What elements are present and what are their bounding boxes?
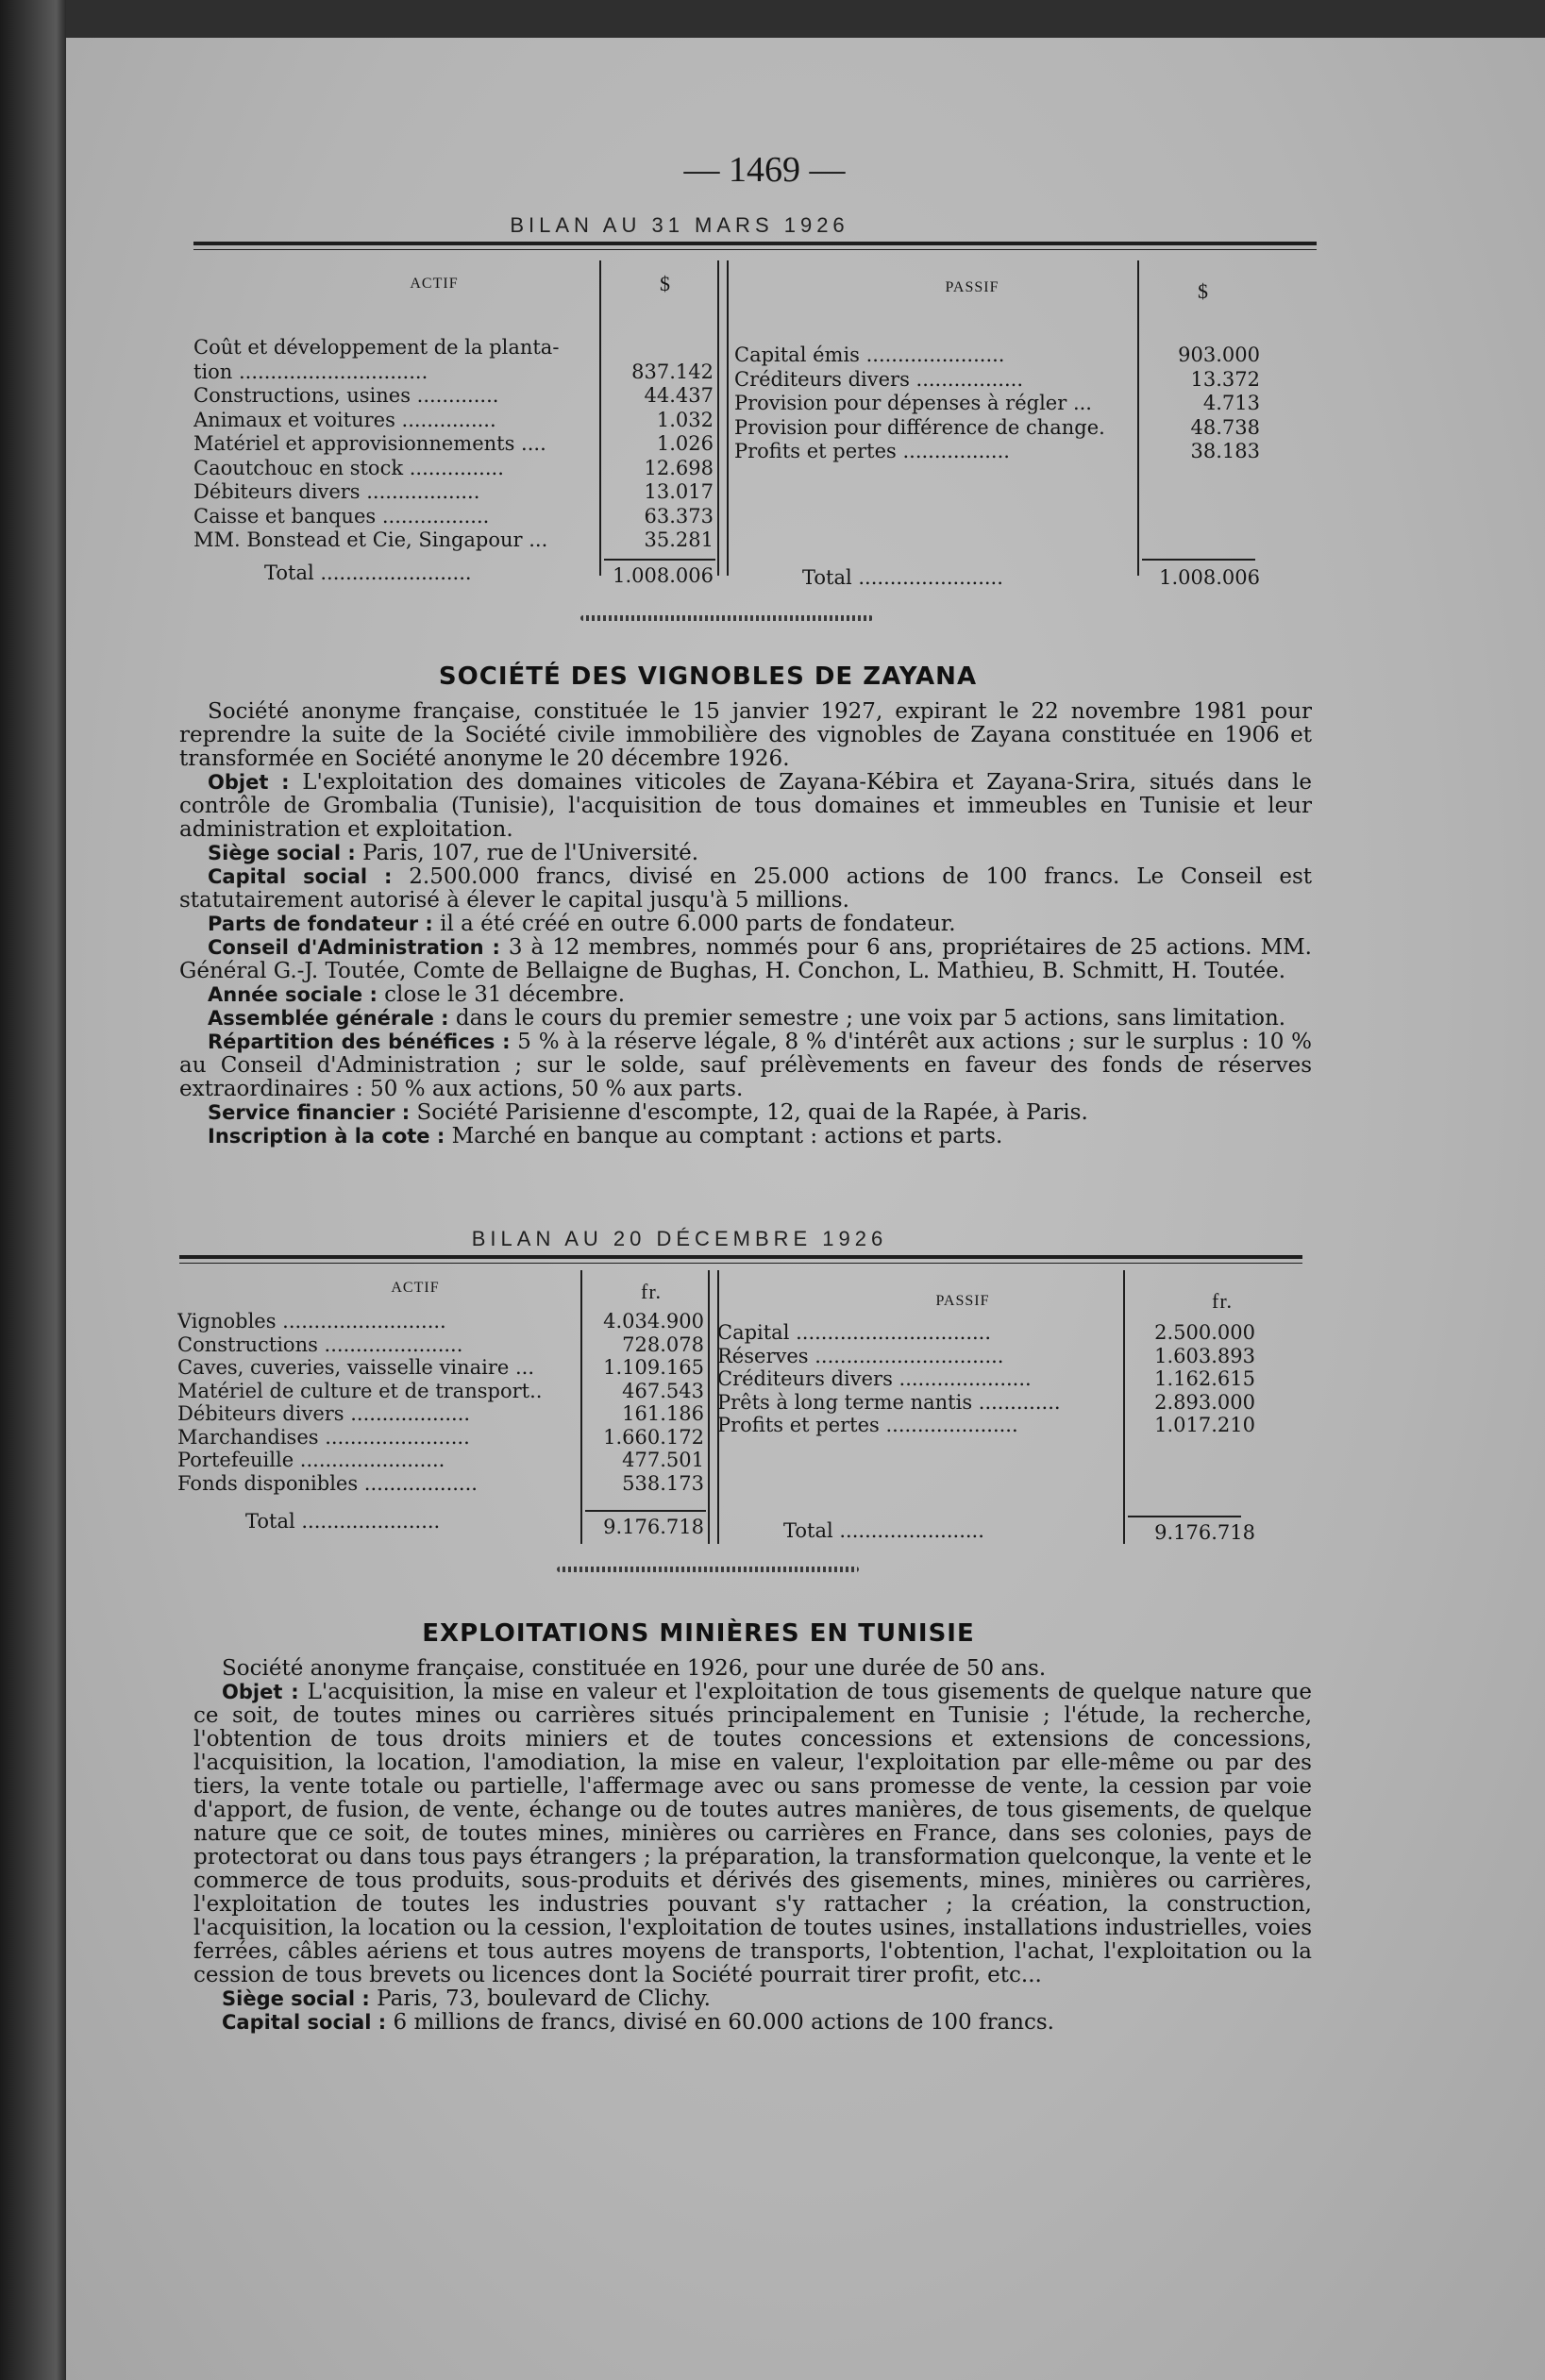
bilan-2-vline-2	[708, 1270, 710, 1544]
balance-row-label: Caoutchouc en stock ...............	[193, 456, 504, 479]
balance-row-value: 13.372	[1190, 367, 1260, 391]
balance-row-label: Portefeuille .......................	[177, 1449, 445, 1471]
balance-row-value: 2.893.000	[1154, 1390, 1255, 1414]
bilan-2-passif-unit: fr.	[1212, 1289, 1233, 1313]
zayana-body	[179, 700, 1312, 1148]
balance-row-label: Animaux et voitures ...............	[193, 408, 496, 431]
bilan-2-vline-4	[1123, 1270, 1125, 1544]
clause-paragraph	[179, 1007, 1312, 1031]
bilan-1-title: BILAN AU 31 MARS 1926	[510, 213, 849, 237]
clause-text: 3 à 12 membres, nommés pour 6 ans, propriétaires de 25 actions. MM. Général G.-J. Toutée, Comte de Bellaigne de Bughas, H. Conchon, L. Mathieu, B. Schmitt, H. Toutée.	[179, 935, 1312, 983]
bilan-1-passif-label: PASSIF	[945, 279, 999, 295]
bilan-2-passif-total-rule	[1128, 1516, 1241, 1517]
balance-row-label: Provision pour dépenses à régler ...	[734, 392, 1092, 414]
balance-row-value: 728.078	[622, 1332, 704, 1356]
clause-key: Conseil d'Administration :	[208, 936, 500, 959]
balance-row-label: Capital émis ......................	[734, 344, 1005, 366]
bilan-1-passif-total-rule	[1142, 559, 1255, 561]
clause-paragraph	[179, 913, 1312, 936]
bilan-2-title: BILAN AU 20 DÉCEMBRE 1926	[471, 1227, 888, 1250]
clause-key: Année sociale :	[208, 983, 378, 1006]
balance-row-value: 1.032	[656, 408, 714, 431]
balance-row-label: Caisse et banques .................	[193, 504, 490, 528]
balance-row-label: Caves, cuveries, vaisselle vinaire ...	[177, 1356, 535, 1379]
clause-key: Objet :	[222, 1681, 299, 1703]
clause-text: Paris, 107, rue de l'Université.	[355, 841, 699, 865]
balance-row-label: Créditeurs divers .....................	[717, 1367, 1032, 1390]
bilan-1-vline-4	[1137, 260, 1139, 576]
balance-row-value: 38.183	[1190, 440, 1260, 462]
balance-row-value: 12.698	[644, 456, 714, 479]
bilan-2-ornament	[557, 1567, 859, 1572]
bilan-1-actif-total-label: Total ........................	[264, 561, 472, 584]
balance-row-label: Réserves ..............................	[717, 1344, 1004, 1367]
clause-paragraph	[179, 1101, 1312, 1125]
bilan-1-top-rule-thin	[193, 249, 1317, 250]
clause-text: 2.500.000 francs, divisé en 25.000 actions de 100 francs. Le Conseil est statutairement autorisé à élever le capital jusqu'à 5 millions.	[179, 864, 1313, 913]
clause-paragraph	[193, 2011, 1312, 2035]
clause-paragraph	[179, 936, 1312, 983]
clause-key: Assemblée générale :	[208, 1007, 449, 1030]
clause-text: Paris, 73, boulevard de Clichy.	[369, 1986, 711, 2011]
zayana-title: SOCIÉTÉ DES VIGNOBLES DE ZAYANA	[438, 662, 978, 691]
clause-key: Siège social :	[222, 1987, 370, 2010]
balance-row-value: 161.186	[622, 1402, 704, 1425]
page	[66, 38, 1545, 2380]
balance-row-value: 4.034.900	[603, 1310, 704, 1332]
bilan-1-vline-2	[717, 260, 719, 576]
clause-text: Marché en banque au comptant : actions et parts.	[445, 1124, 1003, 1148]
balance-row-value: 903.000	[1178, 344, 1260, 366]
clause-text: 5 % à la réserve légale, 8 % d'intérêt aux actions ; sur le surplus : 10 % au Conseil d'Administration ; sur le solde, sauf prélèvements en faveur des fonds de réserves extraordinaires : 50 % aux actions, 50 % aux parts.	[179, 1030, 1312, 1101]
balance-row-value: 4.713	[1202, 392, 1260, 414]
bilan-1-actif-total: 1.008.006	[613, 564, 714, 587]
minieres-title: EXPLOITATIONS MINIÈRES EN TUNISIE	[422, 1619, 975, 1648]
clause-text: L'acquisition, la mise en valeur et l'exploitation de tous gisements de quelque nature que ce soit, de toutes mines ou carrières situés principalement en Tunisie ; l'étude, la recherche, l'obtention de tous droits miniers et de toutes concessions et extensions de concessions, l'acquisition, la location, l'amodiation, la mise en valeur, l'exploitation par elle-même ou par des tiers, la vente totale ou partielle, l'affermage avec ou sans promesse de vente, la cession par voie d'apport, de fusion, de vente, échange ou de toutes autres manières, de tous gisements, de quelque nature que ce soit, de toutes mines, minières ou carrières en France, dans ses colonies, pays de protectorat ou dans tous pays étrangers ; la préparation, la transformation quelconque, la vente et le commerce de tous produits, sous-produits et dérivés des gisements, mines, minières ou carrières, l'exploitation de toutes les industries pouvant s'y rattacher ; la création, la construction, l'acquisition, la location ou la cession, l'exploitation de toutes usines, installations industrielles, voies ferrées, câbles aériens et tous autres moyens de transports, l'obtention, l'achat, l'exploitation ou la cession de tous brevets ou licences dont la Société pourrait tirer profit, etc...	[193, 1680, 1312, 1987]
balance-row-label: Débiteurs divers ..................	[193, 480, 480, 503]
clause-key: Siège social :	[208, 842, 356, 864]
clause-key: Parts de fondateur :	[208, 913, 433, 935]
balance-row-value: 2.500.000	[1154, 1321, 1255, 1344]
balance-row-value: 44.437	[644, 384, 714, 407]
clause-key: Service financier :	[208, 1101, 411, 1124]
balance-row-value: 1.660.172	[603, 1425, 704, 1449]
clause-paragraph	[179, 771, 1312, 842]
bilan-2-actif-total: 9.176.718	[603, 1516, 704, 1538]
clause-paragraph	[193, 1987, 1312, 2011]
intro-paragraph: Société anonyme française, constituée en 1926, pour une durée de 50 ans.	[222, 1656, 1047, 1681]
clause-paragraph	[179, 842, 1312, 865]
bilan-2-passif-label: PASSIF	[935, 1293, 990, 1309]
bilan-1-actif-total-rule	[604, 559, 715, 561]
bilan-2-actif-total-rule	[585, 1510, 706, 1512]
balance-row-value: 837.142	[631, 360, 714, 383]
balance-row-value: 477.501	[622, 1449, 704, 1471]
balance-row-value: 13.017	[644, 480, 714, 503]
clause-paragraph	[179, 1125, 1312, 1148]
bilan-2-passif-total: 9.176.718	[1154, 1521, 1255, 1544]
bilan-2-vline-1	[580, 1270, 582, 1544]
bilan-1-top-rule	[193, 242, 1317, 245]
intro-paragraph: Société anonyme française, constituée le 15 janvier 1927, expirant le 22 novembre 1981 pour reprendre la suite de la Société civile immobilière des vignobles de Zayana constituée en 1906 et transformée en Société anonyme le 20 décembre 1926.	[179, 699, 1312, 771]
balance-row-value: 467.543	[622, 1379, 704, 1402]
clause-paragraph	[179, 865, 1312, 913]
balance-row-label: Coût et développement de la planta-	[193, 336, 560, 359]
clause-paragraph	[193, 1681, 1312, 1987]
bilan-2-actif-total-label: Total ......................	[245, 1510, 441, 1533]
balance-row-value: 48.738	[1190, 415, 1260, 439]
bilan-2-passif-total-label: Total .......................	[783, 1519, 984, 1542]
bilan-2-top-rule	[179, 1255, 1302, 1259]
balance-row-value: 1.109.165	[603, 1356, 704, 1379]
balance-row-value: 1.017.210	[1154, 1414, 1255, 1436]
balance-row-value: 1.603.893	[1154, 1344, 1255, 1367]
balance-row-label: Débiteurs divers ...................	[177, 1402, 471, 1425]
clause-text: Société Parisienne d'escompte, 12, quai de la Rapée, à Paris.	[410, 1100, 1088, 1125]
clause-key: Capital social :	[222, 2011, 387, 2034]
balance-row-value: 35.281	[644, 528, 714, 551]
balance-row-label: tion ..............................	[193, 360, 428, 383]
balance-row-value: 1.162.615	[1154, 1367, 1255, 1390]
clause-text: L'exploitation des domaines viticoles de Zayana-Kébira et Zayana-Srira, situés dans le contrôle de Grombalia (Tunisie), l'acquisition de tous domaines et immeubles en Tunisie et leur administration et exploitation.	[179, 770, 1312, 842]
balance-row-label: Marchandises .......................	[177, 1425, 470, 1449]
clause-paragraph	[179, 1031, 1312, 1101]
bilan-1-actif-label: ACTIF	[410, 276, 459, 292]
book-spine	[0, 0, 66, 2380]
balance-row-label: Constructions ......................	[177, 1332, 463, 1356]
bilan-1-actif-unit: $	[660, 272, 671, 295]
balance-row-value: 1.026	[656, 432, 714, 455]
balance-row-label: MM. Bonstead et Cie, Singapour ...	[193, 528, 548, 551]
balance-row-label: Fonds disponibles ..................	[177, 1471, 478, 1495]
balance-row-value: 538.173	[622, 1471, 704, 1495]
bilan-2-actif-unit: fr.	[641, 1280, 662, 1303]
balance-row-label: Créditeurs divers .................	[734, 367, 1023, 391]
clause-key: Inscription à la cote :	[208, 1125, 445, 1148]
bilan-2-actif-label: ACTIF	[391, 1280, 440, 1296]
bilan-2-top-rule-thin	[179, 1263, 1302, 1264]
balance-row-label: Matériel de culture et de transport..	[177, 1379, 543, 1402]
bilan-1-vline-1	[599, 260, 601, 576]
page-number: — 1469 —	[683, 150, 846, 190]
balance-row-label: Profits et pertes .....................	[717, 1414, 1018, 1436]
clause-text: dans le cours du premier semestre ; une voix par 5 actions, sans limitation.	[448, 1006, 1286, 1031]
clause-text: il a été créé en outre 6.000 parts de fondateur.	[432, 912, 956, 936]
bilan-1-passif-unit: $	[1198, 279, 1209, 303]
clause-key: Capital social :	[208, 865, 393, 888]
bilan-1-ornament	[580, 615, 873, 621]
bilan-1-passif-total-label: Total .......................	[802, 566, 1003, 589]
balance-row-label: Constructions, usines .............	[193, 384, 499, 407]
balance-row-label: Profits et pertes .................	[734, 440, 1010, 462]
clause-text: close le 31 décembre.	[377, 982, 626, 1007]
clause-key: Objet :	[208, 771, 290, 794]
balance-row-label: Provision pour différence de change.	[734, 415, 1105, 439]
bilan-1-passif-total: 1.008.006	[1159, 566, 1260, 589]
balance-row-label: Vignobles ..........................	[177, 1310, 446, 1332]
balance-row-label: Matériel et approvisionnements ....	[193, 432, 546, 455]
minieres-body	[193, 1657, 1312, 2035]
balance-row-value: 63.373	[644, 504, 714, 528]
balance-row-label: Capital ...............................	[717, 1321, 992, 1344]
bilan-1-vline-3	[727, 260, 729, 576]
balance-row-label: Prêts à long terme nantis .............	[717, 1390, 1061, 1414]
clause-key: Répartition des bénéfices :	[208, 1031, 511, 1053]
clause-text: 6 millions de francs, divisé en 60.000 actions de 100 francs.	[386, 2010, 1054, 2035]
clause-paragraph	[179, 983, 1312, 1007]
